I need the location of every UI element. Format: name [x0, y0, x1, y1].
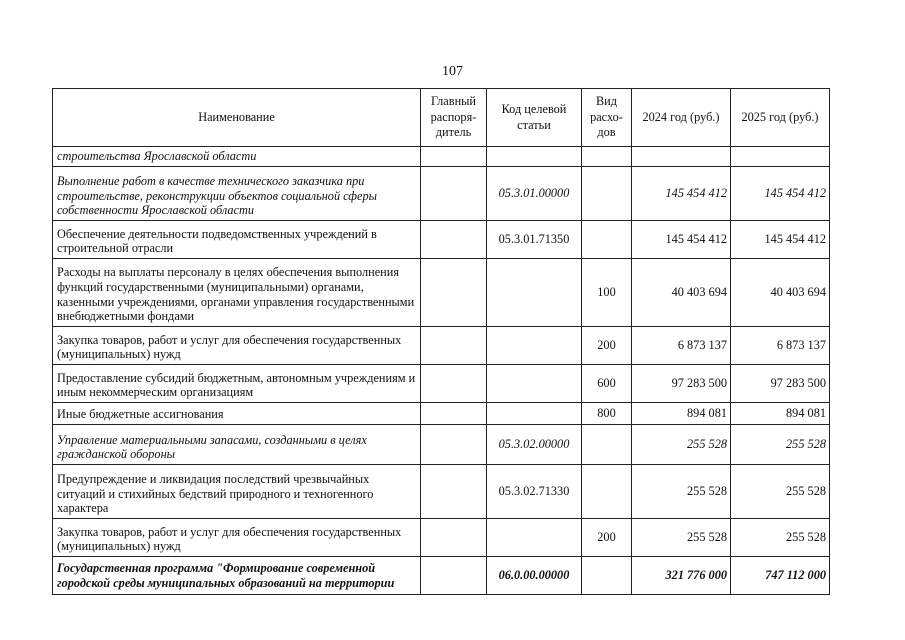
cell-expense-type: 200: [582, 327, 632, 365]
table-header-row: [53, 89, 830, 147]
cell-main-manager: [421, 167, 487, 221]
cell-expense-type: [582, 167, 632, 221]
cell-2025: 145 454 412: [731, 167, 830, 221]
cell-name: Государственная программа "Формирование современной городской среды муниципальных образований на территории: [53, 557, 421, 595]
table-row: [53, 557, 830, 595]
cell-main-manager: [421, 259, 487, 327]
cell-expense-type: [582, 147, 632, 167]
cell-name: Управление материальными запасами, созданными в целях гражданской обороны: [53, 425, 421, 465]
cell-name: Закупка товаров, работ и услуг для обеспечения государственных (муниципальных) нужд: [53, 519, 421, 557]
table-row: [53, 147, 830, 167]
cell-name: строительства Ярославской области: [53, 147, 421, 167]
cell-expense-type: [582, 557, 632, 595]
cell-expense-type: [582, 221, 632, 259]
cell-expense-type: [582, 465, 632, 519]
cell-name: Выполнение работ в качестве технического заказчика при строительстве, реконструкции объектов социальной сферы собственности Ярославской области: [53, 167, 421, 221]
cell-2025: 255 528: [731, 465, 830, 519]
table-row: [53, 167, 830, 221]
cell-2025: 40 403 694: [731, 259, 830, 327]
table-row: [53, 259, 830, 327]
cell-2024: 6 873 137: [632, 327, 731, 365]
cell-2025: 6 873 137: [731, 327, 830, 365]
cell-main-manager: [421, 403, 487, 425]
cell-code: 06.0.00.00000: [487, 557, 582, 595]
table-row: [53, 519, 830, 557]
cell-name: Предупреждение и ликвидация последствий чрезвычайных ситуаций и стихийных бедствий природного и техногенного характера: [53, 465, 421, 519]
cell-code: [487, 403, 582, 425]
cell-2024: 255 528: [632, 425, 731, 465]
table-row: [53, 465, 830, 519]
cell-main-manager: [421, 365, 487, 403]
cell-2024: 145 454 412: [632, 221, 731, 259]
budget-table: [52, 88, 830, 595]
cell-2025: 255 528: [731, 425, 830, 465]
cell-code: 05.3.02.71330: [487, 465, 582, 519]
cell-2024: 894 081: [632, 403, 731, 425]
cell-2025: 747 112 000: [731, 557, 830, 595]
cell-main-manager: [421, 221, 487, 259]
cell-name: Предоставление субсидий бюджетным, автономным учреждениям и иным некоммерческим организациям: [53, 365, 421, 403]
cell-main-manager: [421, 147, 487, 167]
cell-code: [487, 147, 582, 167]
cell-2024: 255 528: [632, 465, 731, 519]
table-row: [53, 221, 830, 259]
cell-2024: 97 283 500: [632, 365, 731, 403]
header-year-2025: 2025 год (руб.): [731, 89, 830, 147]
table-row: [53, 403, 830, 425]
cell-name: Иные бюджетные ассигнования: [53, 403, 421, 425]
cell-code: [487, 519, 582, 557]
cell-2024: [632, 147, 731, 167]
cell-expense-type: [582, 425, 632, 465]
cell-main-manager: [421, 557, 487, 595]
cell-2024: 321 776 000: [632, 557, 731, 595]
cell-2024: 255 528: [632, 519, 731, 557]
cell-code: 05.3.01.71350: [487, 221, 582, 259]
table-row: [53, 365, 830, 403]
cell-main-manager: [421, 327, 487, 365]
page-number: 107: [442, 64, 463, 79]
cell-code: [487, 365, 582, 403]
cell-main-manager: [421, 465, 487, 519]
cell-expense-type: 100: [582, 259, 632, 327]
cell-name: Закупка товаров, работ и услуг для обеспечения государственных (муниципальных) нужд: [53, 327, 421, 365]
cell-code: 05.3.01.00000: [487, 167, 582, 221]
header-main-manager: Главный распоря-дитель: [421, 89, 487, 147]
cell-2024: 145 454 412: [632, 167, 731, 221]
cell-name: Обеспечение деятельности подведомственных учреждений в строительной отрасли: [53, 221, 421, 259]
cell-2025: 255 528: [731, 519, 830, 557]
cell-2025: 894 081: [731, 403, 830, 425]
cell-2025: [731, 147, 830, 167]
cell-main-manager: [421, 519, 487, 557]
cell-main-manager: [421, 425, 487, 465]
cell-2025: 97 283 500: [731, 365, 830, 403]
header-year-2024: 2024 год (руб.): [632, 89, 731, 147]
header-expense-type: Вид расхо-дов: [582, 89, 632, 147]
cell-name: Расходы на выплаты персоналу в целях обеспечения выполнения функций государственными (муниципальными) органами, казенными учреждениями, органами управления государственными внебюджетными фондами: [53, 259, 421, 327]
cell-code: 05.3.02.00000: [487, 425, 582, 465]
header-name: Наименование: [53, 89, 421, 147]
cell-expense-type: 600: [582, 365, 632, 403]
cell-expense-type: 200: [582, 519, 632, 557]
cell-2025: 145 454 412: [731, 221, 830, 259]
cell-code: [487, 327, 582, 365]
cell-code: [487, 259, 582, 327]
cell-expense-type: 800: [582, 403, 632, 425]
table-row: [53, 425, 830, 465]
cell-2024: 40 403 694: [632, 259, 731, 327]
header-target-code: Код целевой статьи: [487, 89, 582, 147]
table-row: [53, 327, 830, 365]
